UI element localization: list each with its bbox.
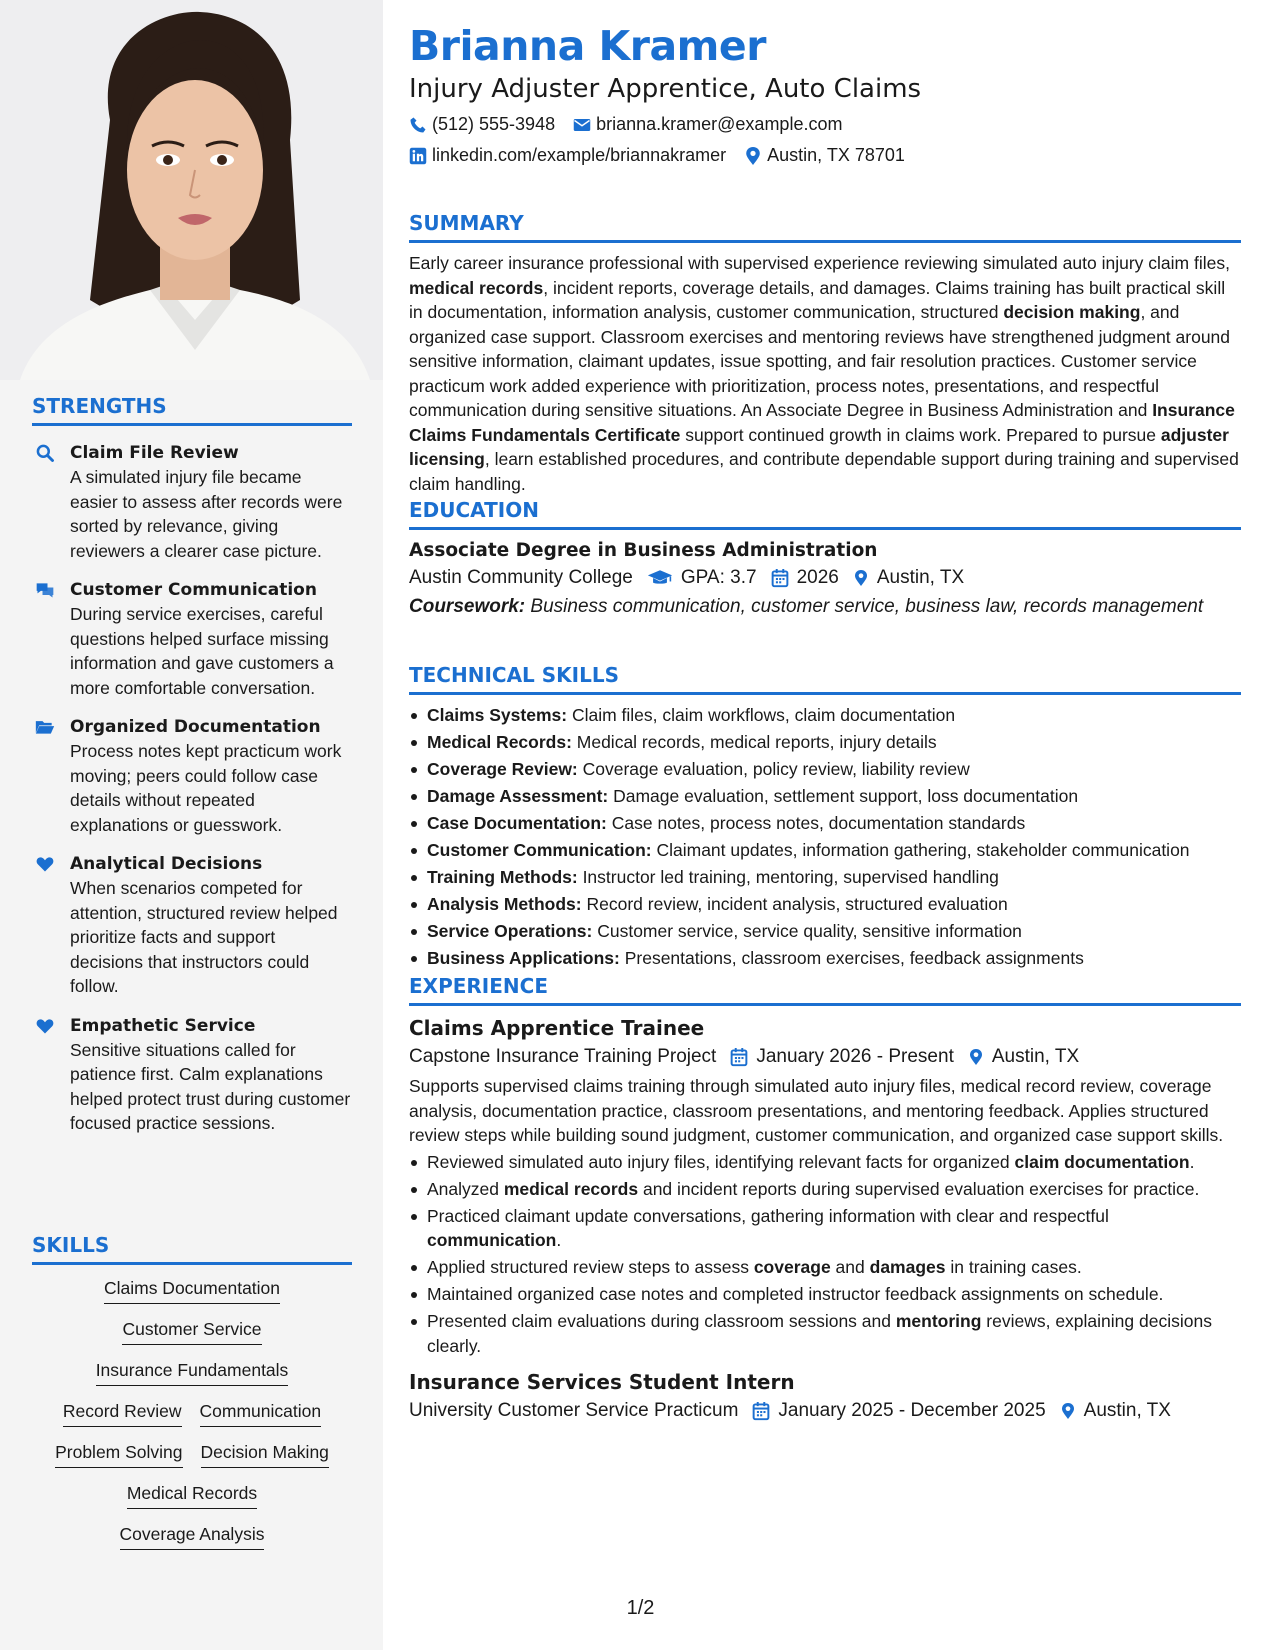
technical-skills-heading: TECHNICAL SKILLS (409, 663, 1241, 695)
text-segment: Maintained organized case notes and completed instructor feedback assignments on schedule. (427, 1284, 1164, 1304)
job-org: University Customer Service Practicum (409, 1400, 739, 1421)
technical-skill-item (409, 757, 1241, 782)
job-meta (409, 1400, 1241, 1422)
school-name: Austin Community College (409, 567, 633, 588)
phone-contact (409, 114, 555, 135)
text-segment: and (830, 1257, 870, 1277)
bold-text: damages (869, 1257, 946, 1277)
strength-description: A simulated injury file became easier to assess after records were sorted by relevance, giving reviewers a clearer case picture. (70, 467, 343, 561)
summary-heading: SUMMARY (409, 211, 1241, 243)
map-pin-icon (1060, 1401, 1076, 1421)
text-segment: Applied structured review steps to assess (427, 1257, 754, 1277)
bold-text: Insurance Claims Fundamentals Certificate (409, 400, 1235, 445)
skills-section (32, 1233, 352, 1550)
bold-text: communication (427, 1230, 557, 1250)
bold-text: coverage (753, 1257, 831, 1277)
technical-skill-label: Business Applications: (427, 948, 620, 968)
strength-item (32, 1014, 352, 1136)
experience-heading: EXPERIENCE (409, 974, 1241, 1006)
job-title: Insurance Services Student Intern (409, 1370, 795, 1394)
job-dates-item (752, 1400, 1045, 1422)
job-org: Capstone Insurance Training Project (409, 1046, 717, 1067)
strength-item (32, 441, 352, 563)
heart-icon (34, 1016, 56, 1036)
map-pin-icon (744, 146, 762, 166)
text-segment: and incident reports during supervised evaluation exercises for practice. (638, 1178, 1200, 1199)
strength-title: Customer Communication (70, 580, 317, 600)
strength-description: During service exercises, careful questions helped surface missing information and gave customers a more comfortable conversation. (70, 604, 334, 698)
technical-skill-label: Analysis Methods: (427, 894, 582, 914)
job-bullet (409, 1177, 1241, 1202)
technical-skill-value: Instructor led training, mentoring, supervised handling (577, 867, 999, 887)
technical-skill-item (409, 865, 1241, 890)
job-bullets (409, 1150, 1241, 1359)
strength-item (32, 715, 352, 837)
phone-icon (409, 116, 427, 134)
education-section (409, 498, 1241, 619)
strength-item (32, 852, 352, 999)
job-location: Austin, TX (991, 1046, 1080, 1067)
job-meta (409, 1046, 1241, 1068)
bold-text: decision making (1003, 302, 1141, 322)
envelope-icon (573, 116, 591, 134)
strength-item (32, 578, 352, 700)
technical-skill-label: Training Methods: (427, 867, 578, 887)
phone-text: (512) 555-3948 (432, 114, 556, 134)
text-segment: in training cases. (945, 1257, 1082, 1277)
technical-skill-label: Medical Records: (427, 732, 572, 752)
strengths-section (32, 394, 352, 1136)
gpa-item (647, 567, 757, 589)
chat-icon (34, 580, 56, 600)
text-segment: , learn established procedures, and contribute dependable support during training and supervised claim handling. (409, 449, 1239, 494)
email-text: brianna.kramer@example.com (596, 114, 843, 134)
job-dates: January 2026 - Present (756, 1046, 954, 1067)
skill-tag: Customer Service (122, 1316, 261, 1345)
education-location-item (853, 567, 964, 589)
year-item (771, 567, 839, 589)
linkedin-icon (409, 147, 427, 165)
technical-skill-label: Damage Assessment: (427, 786, 609, 806)
job-location-item (968, 1046, 1079, 1068)
profile-photo (0, 0, 383, 380)
technical-skill-label: Service Operations: (427, 921, 593, 941)
skill-tag: Medical Records (127, 1480, 257, 1509)
technical-skill-value: Record review, incident analysis, structured evaluation (581, 894, 1008, 914)
technical-skill-item (409, 730, 1241, 755)
bold-text: adjuster licensing (409, 424, 1229, 469)
job-bullet (409, 1282, 1241, 1307)
graduation-cap-icon (647, 569, 673, 587)
linkedin-contact[interactable] (409, 145, 726, 166)
sidebar (0, 0, 383, 1650)
bold-text: claim documentation (1014, 1151, 1190, 1172)
technical-skill-item (409, 892, 1241, 917)
coursework-text: Business communication, customer service, business law, records management (525, 596, 1204, 617)
strength-title: Claim File Review (70, 443, 239, 463)
job-bullet (409, 1150, 1241, 1175)
bold-text: mentoring (895, 1311, 982, 1331)
strength-description: Process notes kept practicum work moving; peers could follow case details without repeated explanations or guesswork. (70, 741, 342, 835)
education-location-text: Austin, TX (876, 567, 965, 588)
strength-description: Sensitive situations called for patience first. Calm explanations helped protect trust during customer focused practice sessions. (70, 1039, 351, 1133)
skill-row (32, 1521, 352, 1550)
technical-skill-value: Medical records, medical reports, injury details (571, 732, 937, 752)
technical-skill-item (409, 838, 1241, 863)
bold-text: medical records (409, 277, 544, 298)
education-meta (409, 567, 1241, 589)
candidate-name: Brianna Kramer (409, 22, 766, 70)
text-segment: Reviewed simulated auto injury files, identifying relevant facts for organized (427, 1151, 1015, 1172)
text-segment: Presented claim evaluations during classroom sessions and (427, 1311, 896, 1331)
technical-skill-value: Claim files, claim workflows, claim documentation (567, 705, 956, 725)
skill-tag: Claims Documentation (104, 1275, 280, 1304)
skill-tag: Problem Solving (55, 1439, 182, 1468)
job-summary: Supports supervised claims training through simulated auto injury files, medical record review, coverage analysis, documentation practice, classroom presentations, and mentoring feedback. Applies structured review steps while building sound judgment, customer communication, and organized case support skills. (409, 1076, 1224, 1145)
skill-row (32, 1439, 352, 1468)
job-dates: January 2025 - December 2025 (778, 1400, 1046, 1421)
calendar-icon (730, 1047, 748, 1067)
candidate-role: Injury Adjuster Apprentice, Auto Claims (409, 74, 922, 104)
degree-title: Associate Degree in Business Administration (409, 540, 878, 561)
coursework-label: Coursework: (409, 596, 526, 617)
job-bullet (409, 1204, 1241, 1253)
summary-text (409, 251, 1241, 496)
technical-skill-item (409, 784, 1241, 809)
job-location: Austin, TX (1083, 1400, 1171, 1421)
coursework (409, 595, 1241, 619)
gpa-text: GPA: 3.7 (680, 567, 757, 588)
skill-tag: Record Review (63, 1398, 182, 1427)
technical-skill-item (409, 946, 1241, 971)
experience-section (409, 974, 1241, 1422)
text-segment: . (1189, 1151, 1195, 1172)
contact-line-2 (409, 145, 923, 166)
strength-title: Analytical Decisions (70, 854, 263, 874)
skill-row (32, 1275, 352, 1304)
portrait-illustration (0, 0, 383, 380)
summary-section (409, 211, 1241, 496)
technical-skill-value: Presentations, classroom exercises, feedback assignments (619, 948, 1084, 968)
text-segment: support continued growth in claims work. Prepared to pursue (680, 424, 1161, 445)
skill-row (32, 1480, 352, 1509)
technical-skill-value: Coverage evaluation, policy review, liability review (577, 759, 970, 779)
skill-row (32, 1398, 352, 1427)
map-pin-icon (853, 568, 869, 588)
skill-tag: Decision Making (201, 1439, 329, 1468)
job-bullet (409, 1255, 1241, 1280)
skill-tag: Insurance Fundamentals (96, 1357, 289, 1386)
skills-list (32, 1275, 352, 1550)
technical-skills-list (409, 703, 1241, 971)
strengths-heading: STRENGTHS (32, 394, 352, 426)
text-segment: Early career insurance professional with supervised experience reviewing simulated auto injury claim files, (409, 253, 1230, 273)
text-segment: Practiced claimant update conversations, gathering information with clear and respectful (427, 1205, 1109, 1226)
strength-title: Organized Documentation (70, 717, 321, 737)
technical-skills-section (409, 663, 1241, 973)
text-segment: , and organized case support. Classroom exercises and mentoring reviews have strengthened judgment around sensitive information, claimant updates, issue spotting, and fair resolution practices. Customer service practicum work added experience with prioritization, process notes, presentations, and respectful communication during sensitive situations. An Associate Degree in Business Administration and (409, 302, 1231, 420)
skill-tag: Coverage Analysis (120, 1521, 265, 1550)
technical-skill-item (409, 919, 1241, 944)
contact-line-1 (409, 114, 860, 135)
text-segment: , incident reports, coverage details, and damages. Claims training has built practical skill in documentation, information analysis, customer communication, structured (409, 277, 1226, 322)
skills-heading: SKILLS (32, 1233, 352, 1265)
technical-skill-label: Customer Communication: (427, 840, 652, 860)
calendar-icon (752, 1401, 770, 1421)
technical-skill-item (409, 703, 1241, 728)
education-heading: EDUCATION (409, 498, 1241, 530)
text-segment: Analyzed (427, 1178, 504, 1199)
text-segment: . (556, 1230, 562, 1250)
job-location-item (1060, 1400, 1171, 1422)
skill-row (32, 1316, 352, 1345)
map-pin-icon (968, 1047, 984, 1067)
page-number: 1/2 (626, 1597, 655, 1619)
search-icon (34, 443, 56, 463)
location-contact (744, 145, 905, 166)
technical-skill-value: Case notes, process notes, documentation standards (606, 813, 1026, 833)
strength-description: When scenarios competed for attention, structured review helped prioritize facts and support decisions that instructors could follow. (70, 878, 338, 996)
linkedin-text: linkedin.com/example/briannakramer (432, 145, 727, 165)
text-segment: reviews, explaining decisions clearly. (427, 1311, 1212, 1356)
job-bullet (409, 1309, 1241, 1358)
job-title: Claims Apprentice Trainee (409, 1016, 705, 1040)
folder-open-icon (34, 717, 56, 737)
heart-icon (34, 854, 56, 874)
skill-tag: Communication (200, 1398, 322, 1427)
location-text: Austin, TX 78701 (767, 145, 905, 165)
technical-skill-item (409, 811, 1241, 836)
calendar-icon (771, 568, 789, 588)
technical-skill-value: Customer service, service quality, sensitive information (592, 921, 1022, 941)
technical-skill-label: Coverage Review: (427, 759, 578, 779)
bold-text: medical records (503, 1178, 639, 1199)
technical-skill-value: Damage evaluation, settlement support, loss documentation (608, 786, 1079, 806)
skill-row (32, 1357, 352, 1386)
technical-skill-label: Claims Systems: (427, 705, 568, 725)
job-dates-item (730, 1046, 954, 1068)
technical-skill-label: Case Documentation: (427, 813, 607, 833)
strength-title: Empathetic Service (70, 1015, 256, 1036)
technical-skill-value: Claimant updates, information gathering, stakeholder communication (651, 840, 1190, 860)
year-text: 2026 (796, 567, 839, 588)
email-contact[interactable] (573, 114, 842, 135)
